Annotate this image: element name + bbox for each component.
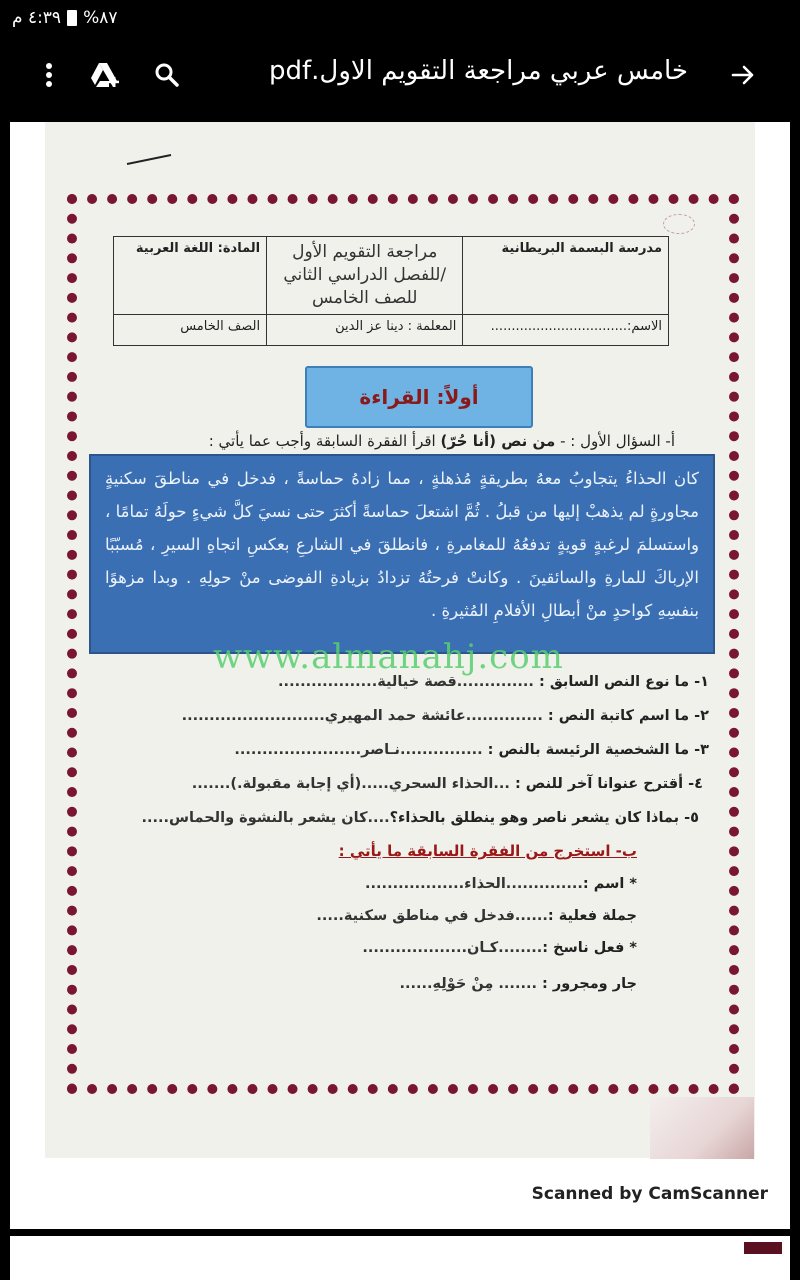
- back-arrow-icon[interactable]: [726, 58, 760, 92]
- header-table: [113, 236, 669, 346]
- scanned-document: [45, 122, 755, 1158]
- extract-label: * فعل ناسخ :: [542, 940, 637, 956]
- extract-answer: ........كـان...................: [362, 940, 543, 956]
- scanner-credit: Scanned by CamScanner: [531, 1184, 768, 1204]
- reading-passage: كان الحذاءُ يتجاوبُ معهُ بطريقةٍ مُذهلةٍ ، مما زادهُ حماسةً ، فدخل في مناطقَ سكنيةٍ مجاورةٍ لم يذهبْ إليها من قبلُ . ثُمَّ اشتعلَ حماسةً أكثرَ حتى نسيَ كلَّ شيءٍ حولَهُ تمامًا ، واستسلمَ لرغبةٍ قويةٍ تدفعُهُ للمغامرةِ ، فانطلقَ في الشارعِ بعكسِ اتجاهِ السيرِ ، مُسبّبًا الإرباكَ للمارةِ والسائقينَ . وكانتْ فرحتُهُ تزدادُ بزيادةِ الفوضى منْ حولِهِ . وبدا مزهوًا بنفسِهِ كواحدٍ منْ أبطالِ الأفلامِ المُثيرةِ .: [89, 454, 715, 654]
- extract-line: [365, 876, 637, 892]
- extract-answer: ....... مِنْ حَوْلِهِ......: [399, 976, 543, 992]
- extract-line: [316, 908, 637, 924]
- school-name: مدرسة البسمة البريطانية: [463, 237, 669, 315]
- answer-text: ..............عائشة حمد المهيري..........................: [181, 708, 548, 724]
- exam-title: [267, 237, 463, 315]
- question-line: [192, 776, 703, 792]
- student-name-field: الاسم:.................................: [463, 314, 669, 345]
- watermark: www.almanahj.com: [213, 637, 564, 677]
- clock: ٤:٣٩ م: [12, 8, 62, 28]
- question-text: ٥- بماذا كان يشعر ناصر وهو ينطلق بالحذاء؟: [389, 810, 699, 826]
- question-line: [142, 810, 700, 826]
- more-options-icon[interactable]: [32, 58, 66, 92]
- add-to-drive-icon[interactable]: [88, 58, 122, 92]
- question-line: [234, 742, 709, 758]
- question-one-instruction: اقرأ الفقرة السابقة وأجب عما يأتي :: [208, 432, 441, 450]
- question-text: ١- ما نوع النص السابق :: [538, 674, 709, 690]
- section-title: أولاً: القراءة: [305, 366, 533, 428]
- question-one-prefix: أ- السؤال الأول : -: [555, 432, 675, 450]
- page-corner: [744, 1242, 782, 1254]
- grade-label: الصف الخامس: [114, 314, 267, 345]
- question-line: [182, 708, 709, 724]
- exam-title-line2: /للفصل الدراسي الثاني: [283, 264, 447, 285]
- document-title: خامس عربي مراجعة التقويم الاول.pdf: [269, 56, 688, 86]
- pen-mark: [125, 152, 175, 166]
- stamp-mark: [663, 214, 695, 234]
- exam-title-line3: للصف الخامس: [312, 287, 418, 308]
- status-bar: [0, 0, 800, 38]
- question-text: ٤- أقترح عنوانا آخر للنص :: [514, 776, 703, 792]
- question-one-source: من نص (أنا حُرّ): [440, 432, 556, 450]
- answer-text: ...الحذاء السحري.....(أي إجابة مقبولة.).......: [191, 776, 515, 792]
- scan-stain: [650, 1097, 754, 1159]
- battery-level: %٨٧: [83, 8, 118, 28]
- answer-text: ...............نـاصر.......................: [234, 742, 488, 758]
- next-pdf-page[interactable]: [10, 1236, 790, 1280]
- extract-label: * اسم :: [582, 876, 637, 892]
- extract-label: جار ومجرور :: [542, 976, 637, 992]
- question-text: ٢- ما اسم كاتبة النص :: [547, 708, 709, 724]
- teacher-name: المعلمة : دينا عز الدين: [267, 314, 463, 345]
- battery-icon: [67, 10, 77, 26]
- answer-text: ..............قصة خيالية..................: [278, 674, 539, 690]
- extract-line: [399, 976, 637, 992]
- answer-text: ....كان يشعر بالنشوة والحماس.....: [141, 810, 390, 826]
- question-text: ٣- ما الشخصية الرئيسة بالنص :: [487, 742, 709, 758]
- exam-title-line1: مراجعة التقويم الأول: [292, 242, 438, 262]
- question-one: [209, 432, 675, 450]
- app-bar: [0, 38, 800, 112]
- subject: المادة: اللغة العربية: [114, 237, 267, 315]
- extract-heading: ب- استخرج من الفقرة السابقة ما يأتي :: [338, 842, 637, 860]
- question-line: [278, 674, 709, 690]
- extract-answer: ..............الحذاء..................: [365, 876, 583, 892]
- search-icon[interactable]: [150, 58, 184, 92]
- pdf-page[interactable]: [10, 122, 790, 1229]
- extract-line: [362, 940, 637, 956]
- extract-answer: ......فدخل في مناطق سكنية.....: [316, 908, 548, 924]
- status-info: [12, 8, 117, 28]
- extract-label: جملة فعلية :: [547, 908, 637, 924]
